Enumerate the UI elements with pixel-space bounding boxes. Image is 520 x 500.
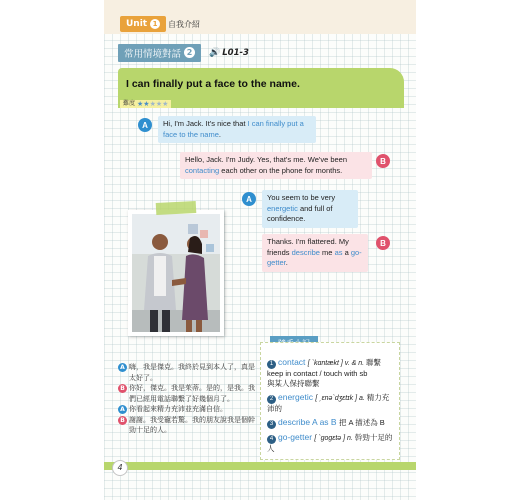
star-empty-icon: ★ bbox=[162, 99, 169, 108]
dialogue-text: Hi, I'm Jack. It's nice that bbox=[163, 119, 248, 128]
vocab-ipa: [ ˋkɑntækt ] bbox=[307, 360, 345, 367]
star-empty-icon: ★ bbox=[149, 99, 156, 108]
page-number: 4 bbox=[112, 460, 128, 476]
dialogue-bubble-a1 bbox=[158, 116, 316, 143]
star-filled-icon: ★ bbox=[143, 99, 150, 108]
dialogue-text: and full of confidence. bbox=[267, 203, 333, 223]
handshake-photo-illustration bbox=[128, 210, 224, 336]
vocab-meaning: 幹勁十足的人 bbox=[267, 433, 393, 453]
star-filled-icon: ★ bbox=[137, 99, 144, 108]
vocab-example: keep in contact / touch with sb bbox=[267, 369, 368, 378]
speaker-icon: 🔊 bbox=[209, 47, 221, 58]
textbook-page bbox=[104, 0, 416, 500]
difficulty-rating bbox=[120, 100, 171, 108]
dialogue-text: each other on the phone for months. bbox=[219, 165, 343, 175]
vocab-item bbox=[267, 392, 393, 414]
key-phrase: energetic bbox=[267, 203, 298, 213]
vocab-example-meaning: 與某人保持聯繫 bbox=[267, 379, 320, 388]
vocab-ipa: [ ˏɛnəˋdʒɛtɪk ] bbox=[315, 395, 359, 402]
translation-line bbox=[118, 415, 256, 436]
audio-track[interactable] bbox=[209, 48, 249, 58]
dialogue-text: Thanks. I'm flattered. My friends bbox=[267, 237, 349, 257]
key-phrase: go-getter bbox=[267, 247, 362, 267]
vocab-pos: v. & n. bbox=[344, 360, 367, 367]
speaker-b-avatar: B bbox=[376, 236, 390, 250]
unit-label: Unit bbox=[126, 19, 148, 29]
unit-title: 自我介紹 bbox=[168, 20, 200, 29]
handshake-photo bbox=[128, 210, 224, 336]
section-heading bbox=[118, 44, 249, 61]
dialogue-bubble-a2 bbox=[262, 190, 358, 228]
translation-text: 嗨，我是傑克。我終於見到本人了，真是太好了。 bbox=[129, 363, 255, 382]
vocab-number: 1 bbox=[267, 360, 276, 369]
vocabulary-memo bbox=[260, 342, 400, 460]
section-label bbox=[118, 44, 201, 62]
translation-line bbox=[118, 383, 256, 404]
speaker-badge: B bbox=[118, 416, 127, 425]
dialogue-text: . bbox=[218, 129, 221, 139]
dialogue-text: a bbox=[342, 247, 351, 257]
vocab-number: 3 bbox=[267, 420, 276, 429]
dialogue-text: You seem to be very bbox=[267, 193, 336, 202]
translation-list bbox=[118, 362, 256, 436]
key-phrase: I can finally put a face to the name bbox=[163, 119, 304, 139]
speaker-b-avatar: B bbox=[376, 154, 390, 168]
dialogue-title-banner bbox=[118, 68, 404, 100]
translation-text: 你看起來精力充沛並充滿自信。 bbox=[129, 405, 227, 413]
unit-number: 1 bbox=[150, 19, 160, 29]
vocab-word: go-getter bbox=[278, 432, 315, 442]
dialogue-bubble-b1 bbox=[180, 152, 372, 179]
vocab-pos: n. bbox=[347, 435, 355, 442]
translation-line bbox=[118, 404, 256, 415]
speaker-badge: B bbox=[118, 384, 127, 393]
key-phrase: describe bbox=[291, 247, 320, 257]
vocab-meaning: 精力充沛的 bbox=[267, 393, 390, 413]
unit-tab bbox=[120, 16, 166, 32]
speaker-a-avatar: A bbox=[242, 192, 256, 206]
vocab-meaning: 聯繫 bbox=[366, 358, 382, 367]
vocab-item bbox=[267, 357, 393, 389]
vocab-number: 4 bbox=[267, 435, 276, 444]
key-phrase: contacting bbox=[185, 165, 220, 175]
translation-text: 謝謝。我受寵若驚。我的朋友說我是個幹勁十足的人。 bbox=[129, 415, 255, 434]
photo-tape bbox=[156, 201, 197, 215]
star-empty-icon: ★ bbox=[155, 99, 163, 108]
speaker-badge: A bbox=[118, 405, 127, 414]
vocab-item bbox=[267, 417, 393, 429]
speaker-a-avatar: A bbox=[138, 118, 152, 132]
vocab-item bbox=[267, 432, 393, 454]
vocab-ipa: [ ˋɡoɡɛtə ] bbox=[314, 435, 348, 442]
vocab-pos: a. bbox=[359, 395, 367, 402]
dialogue-text: me bbox=[319, 247, 335, 257]
section-number: 2 bbox=[184, 47, 195, 58]
dialogue-text: . bbox=[285, 258, 288, 267]
speaker-badge: A bbox=[118, 363, 127, 372]
difficulty-label: 難度 bbox=[123, 100, 136, 107]
translation-text: 你好，傑克。我是茱蒂。是的，是我。我們已經用電話聯繫了好幾個月了。 bbox=[129, 384, 255, 403]
translation-line bbox=[118, 362, 256, 383]
vocab-word: energetic bbox=[278, 392, 316, 402]
section-label-text: 常用情境對話 bbox=[124, 48, 182, 60]
key-phrase: as bbox=[334, 247, 343, 257]
vocab-word: contact bbox=[278, 357, 308, 367]
memo-list bbox=[261, 343, 399, 461]
dialogue-title: I can finally put a face to the name. bbox=[126, 78, 300, 90]
dialogue-text: Hello, Jack. I'm Judy. Yes, that's me. We've been bbox=[185, 155, 348, 164]
translation-notes bbox=[118, 362, 256, 474]
footer-band bbox=[104, 462, 416, 470]
dialogue-bubble-b2 bbox=[262, 234, 368, 272]
vocab-word: describe A as B bbox=[278, 417, 339, 427]
vocab-number: 2 bbox=[267, 395, 276, 404]
audio-code: L01-3 bbox=[222, 47, 249, 58]
vocab-meaning: 把 A 描述為 B bbox=[338, 418, 385, 427]
